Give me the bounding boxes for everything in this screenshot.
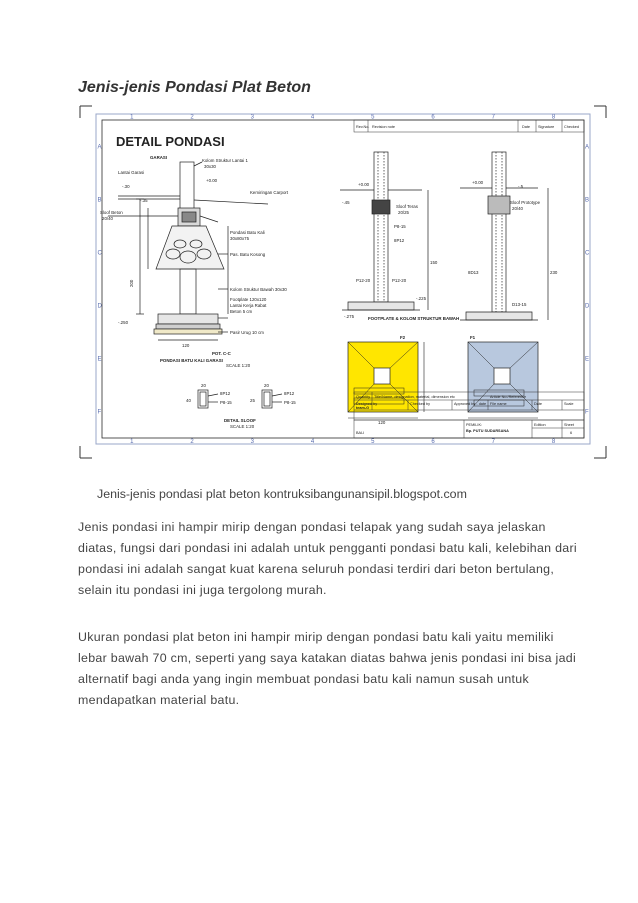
- svg-text:20/25: 20/25: [398, 210, 409, 215]
- svg-text:P8-15: P8-15: [220, 400, 232, 405]
- svg-text:PEMILIK:: PEMILIK:: [466, 423, 483, 427]
- svg-text:Lantai Kerja Rabat: Lantai Kerja Rabat: [230, 303, 267, 308]
- svg-text:Checked by: Checked by: [410, 402, 431, 406]
- grid-col-label: 4: [310, 439, 315, 445]
- svg-text:Checked: Checked: [564, 125, 579, 129]
- svg-text:team-G: team-G: [356, 406, 370, 410]
- svg-text:Kemiringan Carport: Kemiringan Carport: [250, 190, 289, 195]
- svg-text:Sheet: Sheet: [564, 423, 574, 427]
- svg-text:Kolom Struktur Lantai 1: Kolom Struktur Lantai 1: [202, 158, 248, 163]
- grid-col-label: 6: [431, 439, 435, 445]
- image-caption: Jenis-jenis pondasi plat beton kontruksibangunansipil.blogspot.com: [97, 487, 467, 501]
- svg-text:POT. C-C: POT. C-C: [212, 351, 231, 356]
- svg-text:P12-20: P12-20: [392, 278, 407, 283]
- svg-text:-.35: -.35: [140, 198, 148, 203]
- grid-col-label: 6: [431, 114, 435, 121]
- svg-text:DETAIL SLOOF: DETAIL SLOOF: [224, 418, 256, 423]
- svg-text:F1: F1: [470, 335, 476, 340]
- grid-row-label: B: [97, 197, 102, 204]
- svg-text:SCALE 1:20: SCALE 1:20: [230, 424, 255, 429]
- svg-text:-.275: -.275: [344, 314, 355, 319]
- svg-text:120: 120: [378, 420, 386, 425]
- paragraph-2: Ukuran pondasi plat beton ini hampir mirip dengan pondasi batu kali yaitu memiliki lebar bawah 70 cm, seperti yang saya katakan diatas bahwa jenis pondasi ini bisa jadi alternatif bagi anda yang ingin membuat pondasi batu kali namun susah untuk mendapatkan material batu.: [78, 630, 577, 707]
- svg-text:-.225: -.225: [416, 296, 427, 301]
- svg-text:-.45: -.45: [342, 200, 350, 205]
- grid-col-label: 2: [190, 439, 194, 445]
- svg-text:Date: Date: [522, 125, 531, 129]
- svg-text:6: 6: [570, 431, 573, 435]
- svg-text:+0.00: +0.00: [358, 182, 370, 187]
- grid-col-label: 1: [130, 114, 134, 121]
- svg-text:Sloof Teras: Sloof Teras: [396, 204, 418, 209]
- svg-text:20/40: 20/40: [512, 206, 523, 211]
- svg-text:Sloof Prototype: Sloof Prototype: [510, 200, 541, 205]
- svg-text:120: 120: [182, 343, 190, 348]
- grid-row-label: F: [97, 409, 102, 416]
- svg-text:8P12: 8P12: [394, 238, 405, 243]
- svg-text:P12-20: P12-20: [356, 278, 371, 283]
- svg-text:Bp. PUTU SUDARSANA: Bp. PUTU SUDARSANA: [466, 429, 509, 433]
- grid-col-label: 2: [190, 114, 194, 121]
- svg-text:Article No./Reference: Article No./Reference: [490, 395, 527, 399]
- svg-text:Lantai Garasi: Lantai Garasi: [118, 170, 145, 175]
- svg-text:8P12: 8P12: [284, 391, 295, 396]
- svg-text:Edition: Edition: [534, 423, 546, 427]
- svg-text:8D13: 8D13: [468, 270, 479, 275]
- svg-text:P8-15: P8-15: [284, 400, 296, 405]
- svg-text:P8-15: P8-15: [394, 224, 406, 229]
- grid-col-label: 1: [130, 439, 134, 445]
- svg-text:150: 150: [430, 260, 438, 265]
- grid-col-label: 8: [551, 114, 556, 121]
- svg-text:+0.00: +0.00: [472, 180, 484, 185]
- article-title: Jenis-jenis Pondasi Plat Beton: [78, 79, 311, 96]
- grid-row-label: B: [585, 197, 590, 204]
- svg-text:Kolom Struktur Bawah 30x30: Kolom Struktur Bawah 30x30: [230, 287, 287, 292]
- svg-text:-.30: -.30: [122, 184, 130, 189]
- svg-text:Pasir Urug 10 cm: Pasir Urug 10 cm: [230, 330, 264, 335]
- svg-text:20: 20: [201, 383, 206, 388]
- grid-col-label: 4: [310, 114, 315, 121]
- svg-text:PONDASI BATU KALI GARASI: PONDASI BATU KALI GARASI: [160, 358, 223, 363]
- svg-text:-.250: -.250: [118, 320, 129, 325]
- svg-text:Signature: Signature: [538, 125, 555, 129]
- svg-text:30x30: 30x30: [204, 164, 216, 169]
- grid-row-label: D: [585, 303, 590, 310]
- grid-col-label: 5: [371, 114, 375, 121]
- svg-text:Beton 5 cm: Beton 5 cm: [230, 309, 253, 314]
- svg-text:-.5: -.5: [518, 184, 524, 189]
- grid-row-label: C: [97, 250, 102, 257]
- svg-text:20/40: 20/40: [102, 216, 113, 221]
- grid-row-label: D: [97, 303, 102, 310]
- grid-col-label: 7: [491, 114, 495, 121]
- grid-row-label: A: [97, 144, 102, 151]
- svg-text:F2: F2: [400, 335, 406, 340]
- svg-text:GARASI: GARASI: [150, 155, 168, 160]
- grid-row-label: F: [585, 409, 589, 416]
- grid-row-label: E: [97, 356, 102, 363]
- svg-text:FOOTPLATE & KOLOM STRUKTUR BAW: FOOTPLATE & KOLOM STRUKTUR BAWAH: [368, 316, 460, 321]
- foundation-drawing-image: [78, 104, 608, 460]
- grid-col-label: 7: [491, 439, 495, 445]
- svg-text:+0.00: +0.00: [206, 178, 218, 183]
- paragraph-1: Jenis pondasi ini hampir mirip dengan pondasi telapak yang sudah saya jelaskan diatas, fungsi dari pondasi ini adalah untuk pengganti pondasi batu kali, kelebihan dari pondasi ini adalah sangat kuat karena seluruh pondasi terdiri dari beton bertulang, selain itu pondasi ini juga tergolong murah.: [78, 520, 577, 597]
- grid-col-label: 5: [371, 439, 375, 445]
- svg-text:BALI: BALI: [356, 431, 365, 435]
- svg-text:Pondasi Batu Kali: Pondasi Batu Kali: [230, 230, 265, 235]
- drawing-heading: DETAIL PONDASI: [116, 134, 225, 149]
- grid-row-label: C: [585, 250, 590, 257]
- svg-text:File name: File name: [490, 402, 507, 406]
- footplate-f1-plan: [468, 342, 538, 418]
- svg-text:8P12: 8P12: [220, 391, 231, 396]
- svg-text:D13-15: D13-15: [512, 302, 527, 307]
- svg-text:Designed by: Designed by: [356, 402, 378, 406]
- svg-text:30x80x75: 30x80x75: [230, 236, 250, 241]
- svg-text:Quantity: Quantity: [356, 395, 371, 399]
- svg-text:230: 230: [550, 270, 558, 275]
- grid-col-label: 3: [250, 114, 254, 121]
- svg-text:SCALE 1:20: SCALE 1:20: [226, 363, 251, 368]
- svg-text:Revision note: Revision note: [372, 125, 396, 129]
- svg-text:Footplate 120x120: Footplate 120x120: [230, 297, 267, 302]
- svg-text:200: 200: [129, 279, 134, 287]
- svg-text:Scale: Scale: [564, 402, 574, 406]
- svg-text:25: 25: [250, 398, 255, 403]
- svg-text:20: 20: [264, 383, 269, 388]
- svg-text:Rev.No.: Rev.No.: [356, 125, 370, 129]
- grid-col-label: 8: [551, 439, 556, 445]
- svg-text:40: 40: [186, 398, 191, 403]
- svg-text:Approved by - date: Approved by - date: [454, 402, 487, 406]
- svg-text:Pas. Batu Kosong: Pas. Batu Kosong: [230, 252, 266, 257]
- grid-row-label: E: [585, 356, 590, 363]
- grid-row-label: A: [585, 144, 590, 151]
- svg-text:Title/Name, designation, mater: Title/Name, designation, material, dimension etc: [374, 395, 455, 399]
- svg-text:Date: Date: [534, 402, 543, 406]
- grid-col-label: 3: [250, 439, 254, 445]
- svg-text:Sloof Beton: Sloof Beton: [100, 210, 123, 215]
